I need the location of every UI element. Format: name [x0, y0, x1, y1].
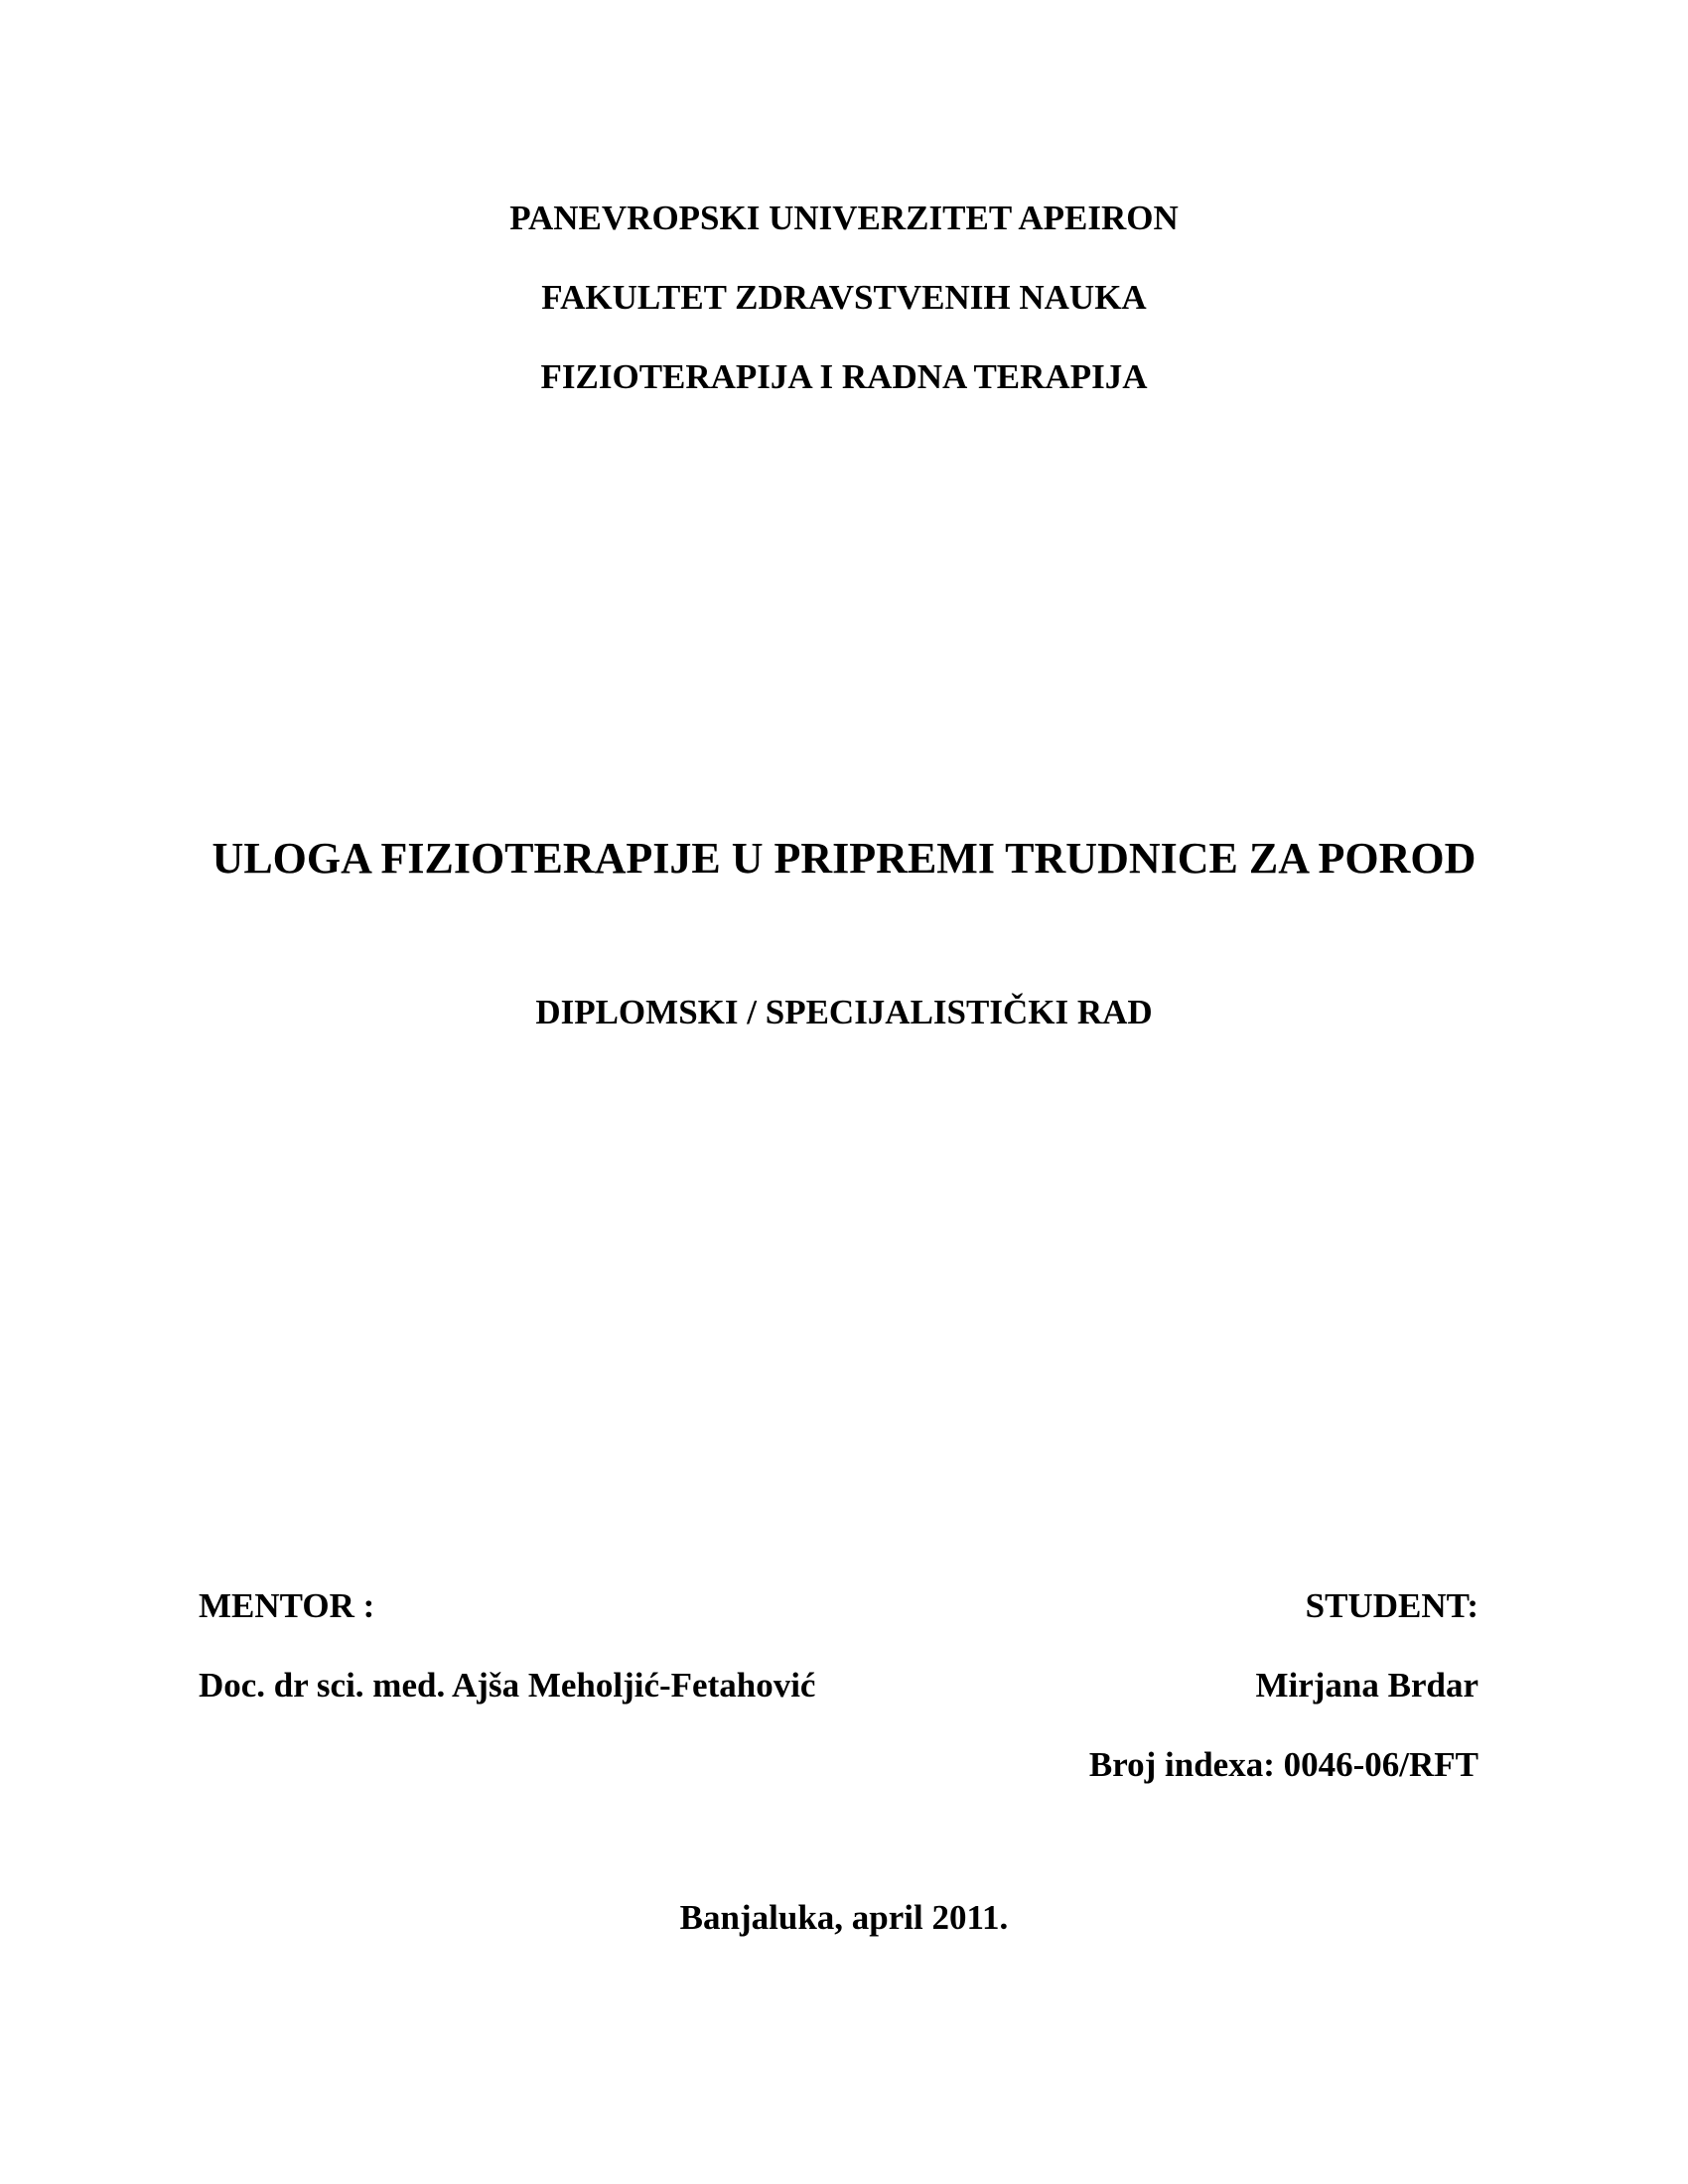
- student-name: Mirjana Brdar: [1255, 1666, 1478, 1705]
- thesis-title: ULOGA FIZIOTERAPIJE U PRIPREMI TRUDNICE ZA POROD: [211, 834, 1477, 883]
- mentor-label: MENTOR :: [199, 1586, 375, 1625]
- student-index-number: Broj indexa: 0046-06/RFT: [1088, 1745, 1478, 1784]
- student-label: STUDENT:: [1305, 1586, 1478, 1625]
- mentor-name: Doc. dr sci. med. Ajša Meholjić-Fetahović: [199, 1666, 816, 1705]
- thesis-type: DIPLOMSKI / SPECIJALISTIČKI RAD: [535, 993, 1153, 1031]
- program-name: FIZIOTERAPIJA I RADNA TERAPIJA: [540, 357, 1148, 396]
- university-name: PANEVROPSKI UNIVERZITET APEIRON: [509, 199, 1179, 237]
- faculty-name: FAKULTET ZDRAVSTVENIH NAUKA: [541, 278, 1147, 317]
- place-and-date: Banjaluka, april 2011.: [679, 1898, 1009, 1937]
